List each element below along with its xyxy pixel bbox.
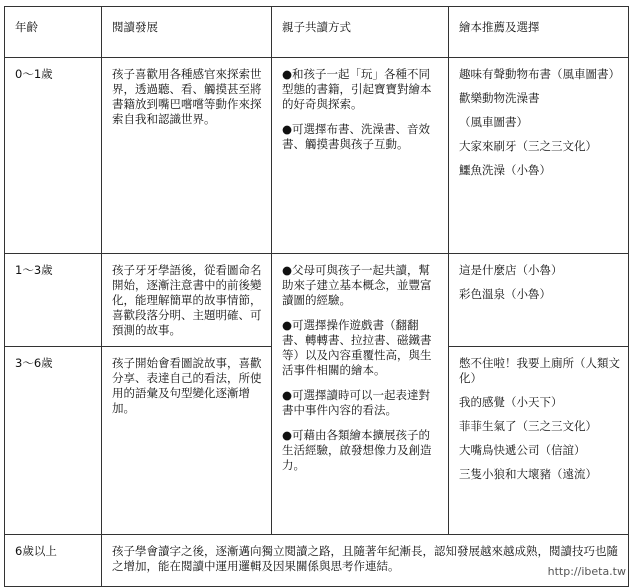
header-row	[5, 7, 629, 58]
development-cell	[102, 347, 272, 535]
table-row	[5, 58, 629, 254]
book-item: 大家來刷牙（三之三文化）	[459, 139, 597, 153]
age-cell: 0～1歲	[5, 58, 102, 254]
book-item: 彩色溫泉（小魯）	[459, 287, 551, 301]
book-item: 大嘴鳥快遞公司（信誼）	[459, 443, 586, 457]
books-cell	[449, 347, 629, 535]
method-cell	[272, 58, 449, 254]
book-item: 趣味有聲動物布書（風車圖書）	[459, 67, 620, 81]
method-cell-shared	[272, 254, 449, 535]
development-text: 孩子開始會看圖說故事，喜歡分享、表達自己的看法，所使用的語彙及句型變化逐漸增加。	[112, 356, 262, 415]
book-item: 歡樂動物洗澡書	[459, 91, 540, 105]
development-text: 孩子牙牙學語後，從看圖命名開始，逐漸注意書中的前後變化，能理解簡單的故事情節，喜歡段落分明、主題明確、可預測的故事。	[112, 263, 262, 337]
book-item: 憋不住啦！我要上廁所（人類文化）	[459, 356, 620, 385]
book-item: 菲菲生氣了（三之三文化）	[459, 419, 597, 433]
method-text: ●可選擇讀時可以一起表達對書中事件內容的看法。	[282, 388, 431, 417]
books-cell	[449, 254, 629, 347]
watermark-text: http://ibeta.tw	[547, 565, 626, 578]
method-text: ●和孩子一起「玩」各種不同型態的書籍，引起寶寶對繪本的好奇與探索。	[282, 67, 432, 111]
book-item: 這是什麼店（小魯）	[459, 263, 563, 277]
method-text: ●可藉由各類繪本擴展孩子的生活經驗，啟發想像力及創造力。	[282, 428, 432, 472]
method-text: ●可選擇布書、洗澡書、音效書、觸摸書與孩子互動。	[282, 122, 431, 151]
header-parent-child-reading: 親子共讀方式	[272, 7, 449, 58]
books-cell	[449, 58, 629, 254]
header-development: 閱讀發展	[102, 7, 272, 58]
development-cell	[102, 58, 272, 254]
age-cell: 6歲以上	[5, 535, 102, 587]
development-text: 孩子喜歡用各種感官來探索世界，透過聽、看、觸摸甚至將書籍放到嘴巴嚐嚐等動作來探索自我和認識世界。	[112, 67, 262, 126]
header-age: 年齡	[5, 7, 102, 58]
age-cell: 3～6歲	[5, 347, 102, 535]
method-text: ●父母可與孩子一起共讀，幫助來子建立基本概念，並豐富讀圖的經驗。	[282, 263, 432, 307]
table-row	[5, 254, 629, 347]
method-text: ●可選擇操作遊戲書（翻翻書、轉轉書、拉拉書、磁鐵書等）以及內容重覆性高，與生活事件相關的繪本。	[282, 318, 432, 377]
book-item: 鱷魚洗澡（小魯）	[459, 163, 551, 177]
table-row	[5, 535, 629, 587]
age-cell: 1～3歲	[5, 254, 102, 347]
header-book-recommendations: 繪本推薦及選擇	[449, 7, 629, 58]
reading-development-table	[4, 6, 629, 587]
development-cell-wide	[102, 535, 629, 587]
development-cell	[102, 254, 272, 347]
book-item: 三隻小狼和大壞豬（遠流）	[459, 467, 597, 481]
book-item: （風車圖書）	[459, 115, 528, 129]
book-item: 我的感覺（小天下）	[459, 395, 563, 409]
development-text: 孩子學會讀字之後，逐漸邁向獨立閱讀之路，且隨著年紀漸長，認知發展越來越成熟，閱讀技巧也隨之增加，能在閱讀中運用邏輯及因果關係與思考作連結。	[112, 544, 618, 573]
